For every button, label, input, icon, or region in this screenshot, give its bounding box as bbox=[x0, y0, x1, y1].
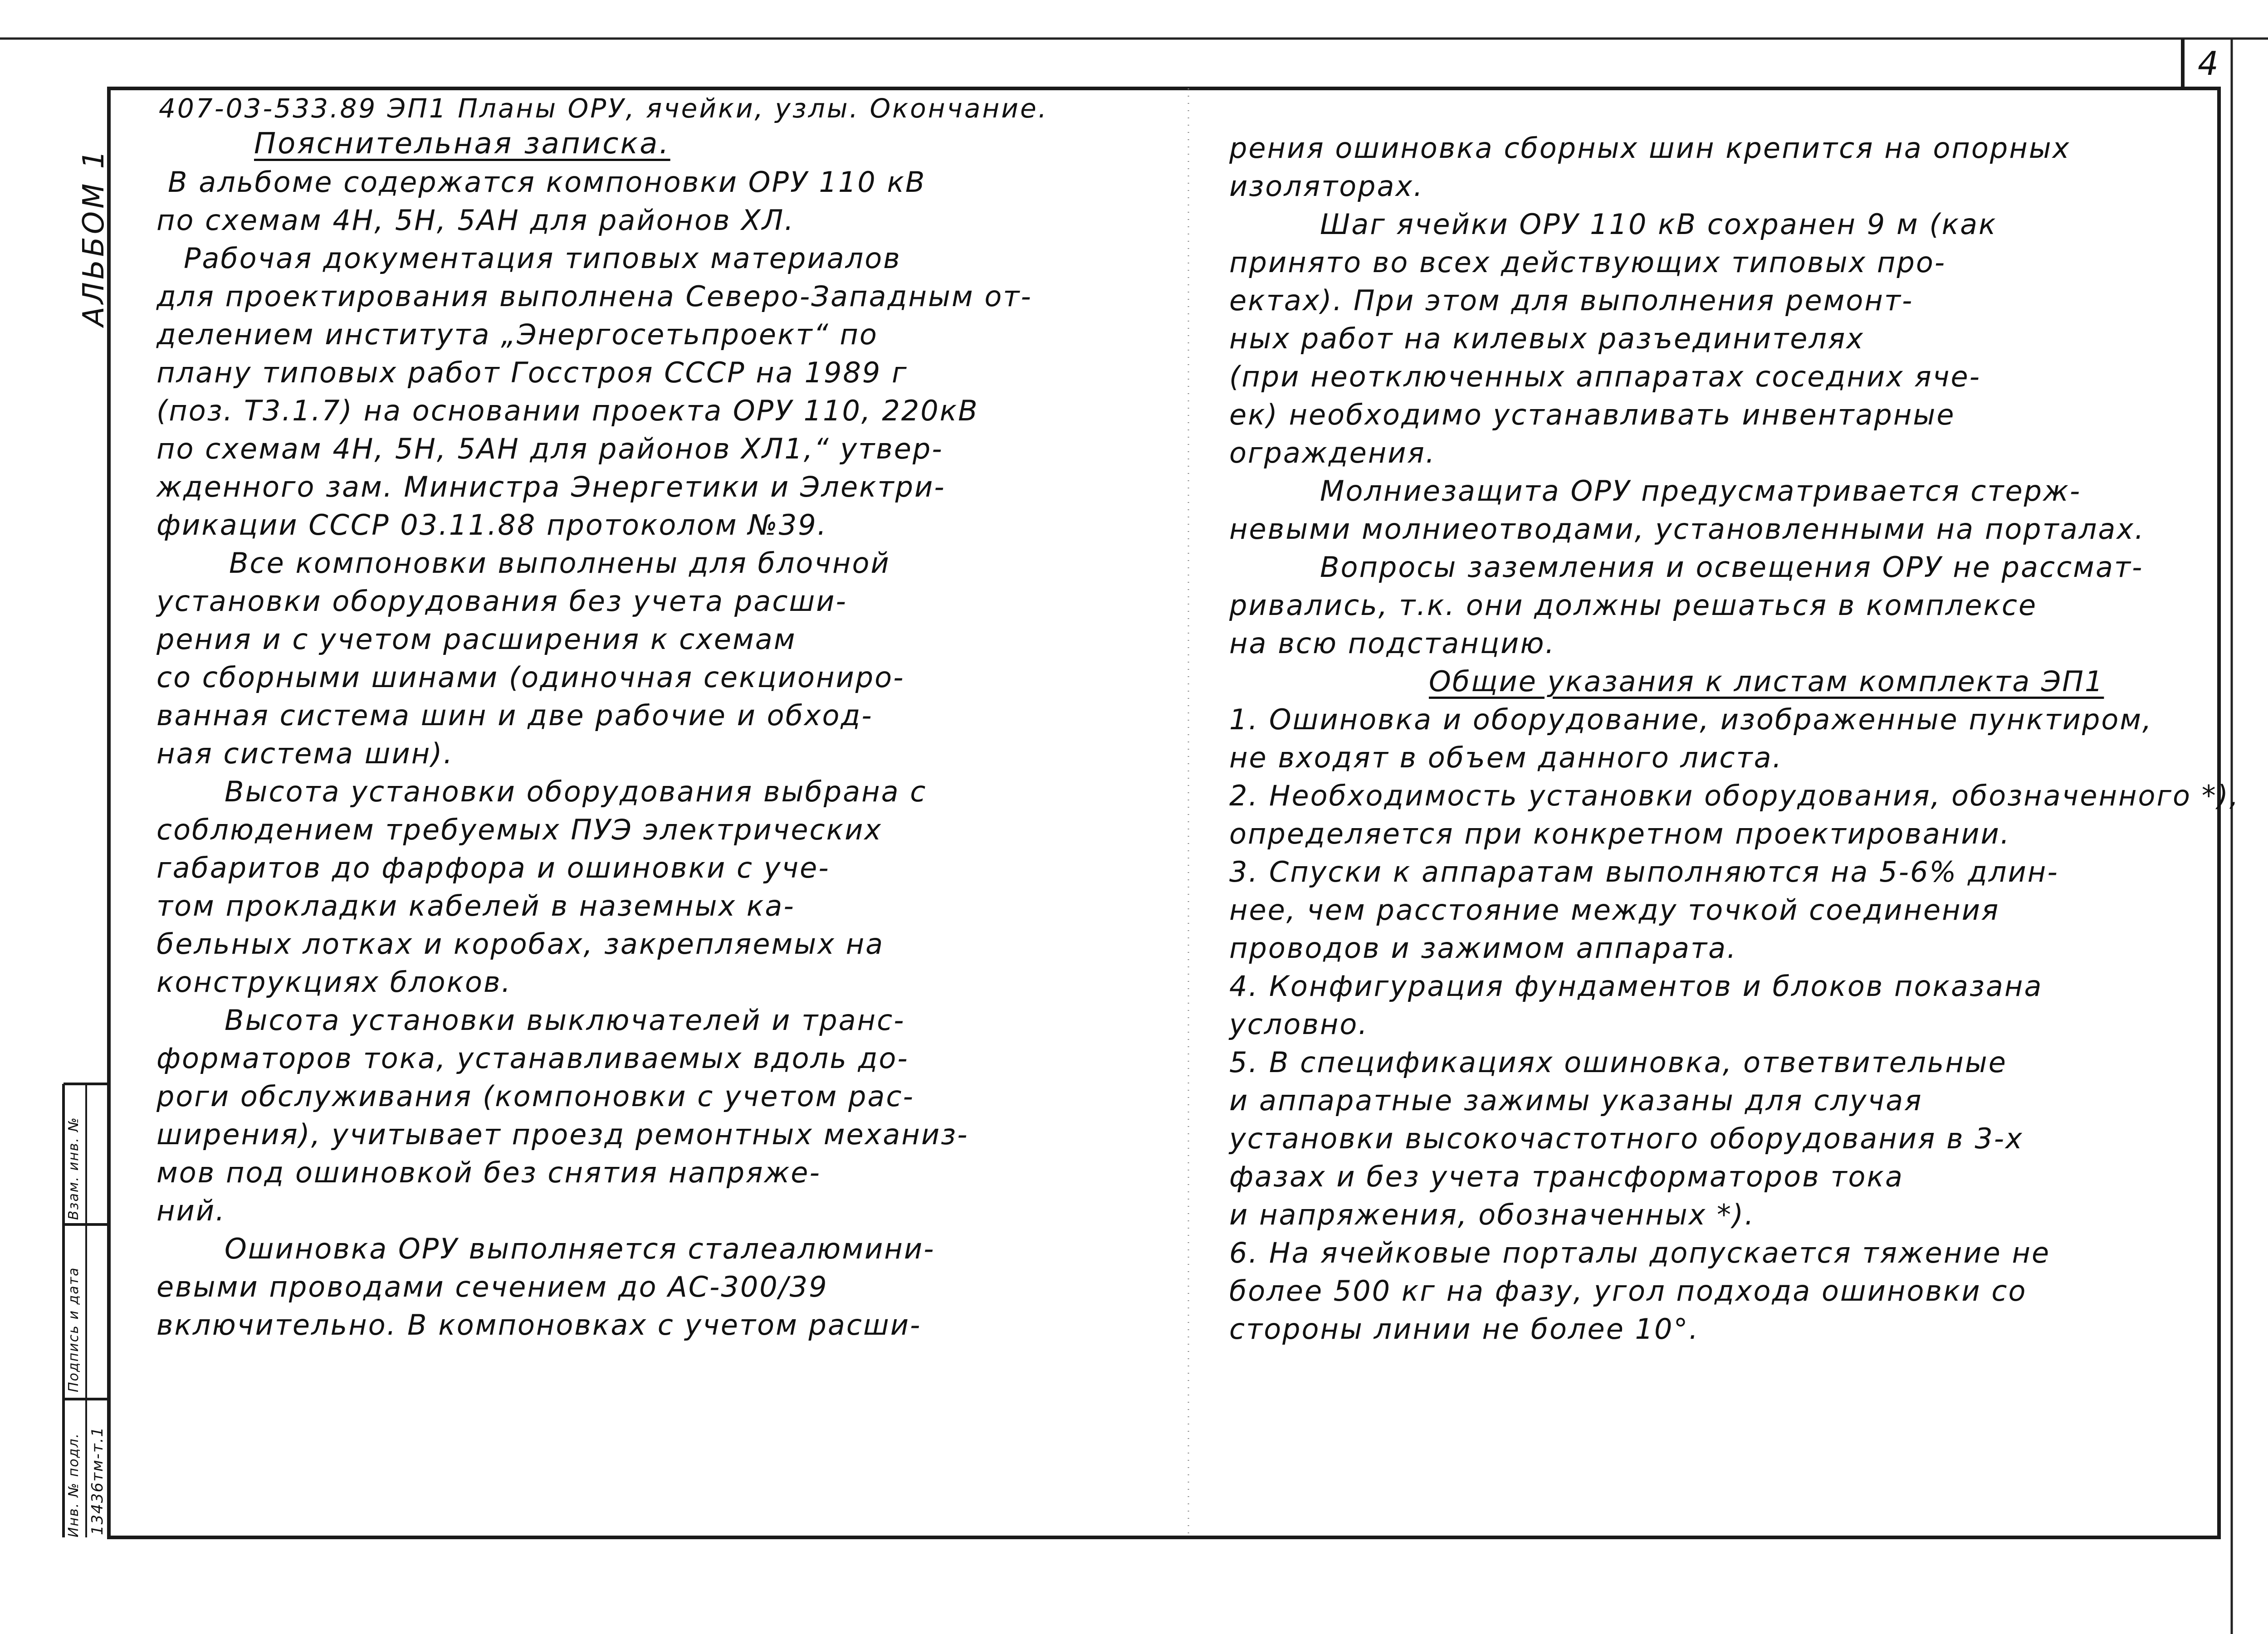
right-text-line: 2. Необходимость установки оборудования, обозначенного *), bbox=[1229, 779, 2240, 812]
left-text-line: форматоров тока, устанавливаемых вдоль до- bbox=[156, 1042, 909, 1075]
left-text-line: В альбоме содержатся компоновки ОРУ 110 кВ bbox=[168, 166, 926, 199]
stamp-replace-label: Взам. инв. № bbox=[66, 1117, 82, 1220]
right-text-line: изоляторах. bbox=[1229, 170, 1424, 203]
header-code-line: 407-03-533.89 ЭП1 Планы ОРУ, ячейки, узлы. Окончание. bbox=[159, 93, 1049, 124]
left-text-column bbox=[156, 163, 1173, 1344]
left-text-line: по схемам 4Н, 5Н, 5АН для районов ХЛ1,“ утвер- bbox=[156, 432, 943, 465]
left-text-line: ширения), учитывает проезд ремонтных механиз- bbox=[156, 1118, 969, 1151]
right-text-line: Шаг ячейки ОРУ 110 кВ сохранен 9 м (как bbox=[1320, 208, 1997, 241]
right-text-line: и напряжения, обозначенных *). bbox=[1229, 1198, 1755, 1231]
right-text-line: не входят в объем данного листа. bbox=[1229, 741, 1783, 774]
right-text-line: ных работ на килевых разъединителях bbox=[1229, 322, 1865, 355]
right-text-line: Общие указания к листам комплекта ЭП1 bbox=[1429, 665, 2104, 698]
stamp-sign-label: Подпись и дата bbox=[66, 1267, 82, 1392]
left-text-line: Все компоновки выполнены для блочной bbox=[229, 546, 890, 580]
right-text-line: Вопросы заземления и освещения ОРУ не рассмат- bbox=[1320, 551, 2144, 584]
stamp-inv-label: Инв. № подл. bbox=[66, 1433, 82, 1537]
right-text-line: фазах и без учета трансформаторов тока bbox=[1229, 1160, 1904, 1193]
right-text-line: 4. Конфигурация фундаментов и блоков показана bbox=[1229, 970, 2043, 1003]
right-text-line: и аппаратные зажимы указаны для случая bbox=[1229, 1084, 1923, 1117]
left-text-line: Рабочая документация типовых материалов bbox=[184, 242, 901, 275]
left-text-line: конструкциях блоков. bbox=[156, 966, 512, 999]
left-text-line: (поз. Т3.1.7) на основании проекта ОРУ 110, 220кВ bbox=[156, 394, 979, 427]
left-text-line: рения и с учетом расширения к схемам bbox=[156, 623, 797, 656]
right-text-line: 5. В спецификациях ошиновка, ответвительные bbox=[1229, 1046, 2007, 1079]
left-text-line: мов под ошиновкой без снятия напряже- bbox=[156, 1156, 821, 1189]
left-text-line: ванная система шин и две рабочие и обход- bbox=[156, 699, 873, 732]
left-text-line: бельных лотках и коробах, закрепляемых на bbox=[156, 927, 885, 961]
right-text-line: ривались, т.к. они должны решаться в комплексе bbox=[1229, 589, 2038, 622]
left-text-line: фикации СССР 03.11.88 протоколом №39. bbox=[156, 508, 828, 541]
left-text-line: Ошиновка ОРУ выполняется сталеалюмини- bbox=[225, 1232, 935, 1265]
left-text-line: плану типовых работ Госстроя СССР на 1989 г bbox=[156, 356, 908, 389]
right-text-column bbox=[1229, 129, 2240, 1348]
left-text-line: жденного зам. Министра Энергетики и Электри- bbox=[156, 470, 946, 503]
right-text-line: проводов и зажимом аппарата. bbox=[1229, 932, 1737, 965]
left-text-line: для проектирования выполнена Северо-Западным от- bbox=[156, 280, 1032, 313]
right-text-line: ограждения. bbox=[1229, 436, 1436, 469]
stamp-inv-value: 13436тм-т.1 bbox=[88, 1426, 107, 1535]
right-text-line: ек) необходимо устанавливать инвентарные bbox=[1229, 398, 1955, 431]
left-text-line: Высота установки выключателей и транс- bbox=[225, 1004, 905, 1037]
right-text-line: 1. Ошиновка и оборудование, изображенные пунктиром, bbox=[1229, 703, 2153, 736]
left-text-line: включительно. В компоновках с учетом расши- bbox=[156, 1308, 922, 1341]
side-label: АЛЬБОМ 1 bbox=[77, 147, 111, 327]
right-text-line: определяется при конкретном проектировании. bbox=[1229, 817, 2011, 850]
left-text-line: габаритов до фарфора и ошиновки с уче- bbox=[156, 851, 830, 884]
right-text-line: ектах). При этом для выполнения ремонт- bbox=[1229, 284, 1914, 317]
left-text-line: ная система шин). bbox=[156, 737, 454, 770]
right-text-line: на всю подстанцию. bbox=[1229, 627, 1556, 660]
right-text-line: стороны линии не более 10°. bbox=[1229, 1312, 1700, 1346]
left-text-line: соблюдением требуемых ПУЭ электрических bbox=[156, 813, 883, 846]
right-text-line: Молниезащита ОРУ предусматривается стерж- bbox=[1320, 474, 2082, 507]
right-text-line: более 500 кг на фазу, угол подхода ошиновки со bbox=[1229, 1274, 2027, 1307]
right-text-line: рения ошиновка сборных шин крепится на опорных bbox=[1229, 132, 2071, 165]
section-title: Пояснительная записка. bbox=[254, 127, 670, 161]
right-text-line: принято во всех действующих типовых про- bbox=[1229, 246, 1946, 279]
right-text-line: установки высокочастотного оборудования в 3-х bbox=[1229, 1122, 2024, 1155]
right-text-line: 3. Спуски к аппаратам выполняются на 5-6% длин- bbox=[1229, 855, 2059, 888]
left-text-line: Высота установки оборудования выбрана с bbox=[225, 775, 927, 808]
left-text-line: роги обслуживания (компоновки с учетом рас- bbox=[156, 1080, 914, 1113]
left-text-line: делением института „Энергосетьпроект“ по bbox=[156, 318, 878, 351]
sheet-number: 4 bbox=[2198, 44, 2219, 83]
right-text-line: нее, чем расстояние между точкой соединения bbox=[1229, 893, 2000, 927]
left-text-line: евыми проводами сечением до АС-300/39 bbox=[156, 1270, 828, 1303]
right-text-line: 6. На ячейковые порталы допускается тяжение не bbox=[1229, 1236, 2051, 1269]
left-text-line: со сборными шинами (одиночная секциониро- bbox=[156, 661, 905, 694]
right-text-line: невыми молниеотводами, установленными на порталах. bbox=[1229, 512, 2145, 546]
left-text-line: ний. bbox=[156, 1194, 226, 1227]
left-text-line: том прокладки кабелей в наземных ка- bbox=[156, 889, 795, 922]
right-text-line: (при неотключенных аппаратах соседних яче- bbox=[1229, 360, 1981, 393]
right-text-line: условно. bbox=[1229, 1008, 1369, 1041]
left-text-line: по схемам 4Н, 5Н, 5АН для районов ХЛ. bbox=[156, 204, 795, 237]
left-text-line: установки оборудования без учета расши- bbox=[156, 585, 847, 618]
